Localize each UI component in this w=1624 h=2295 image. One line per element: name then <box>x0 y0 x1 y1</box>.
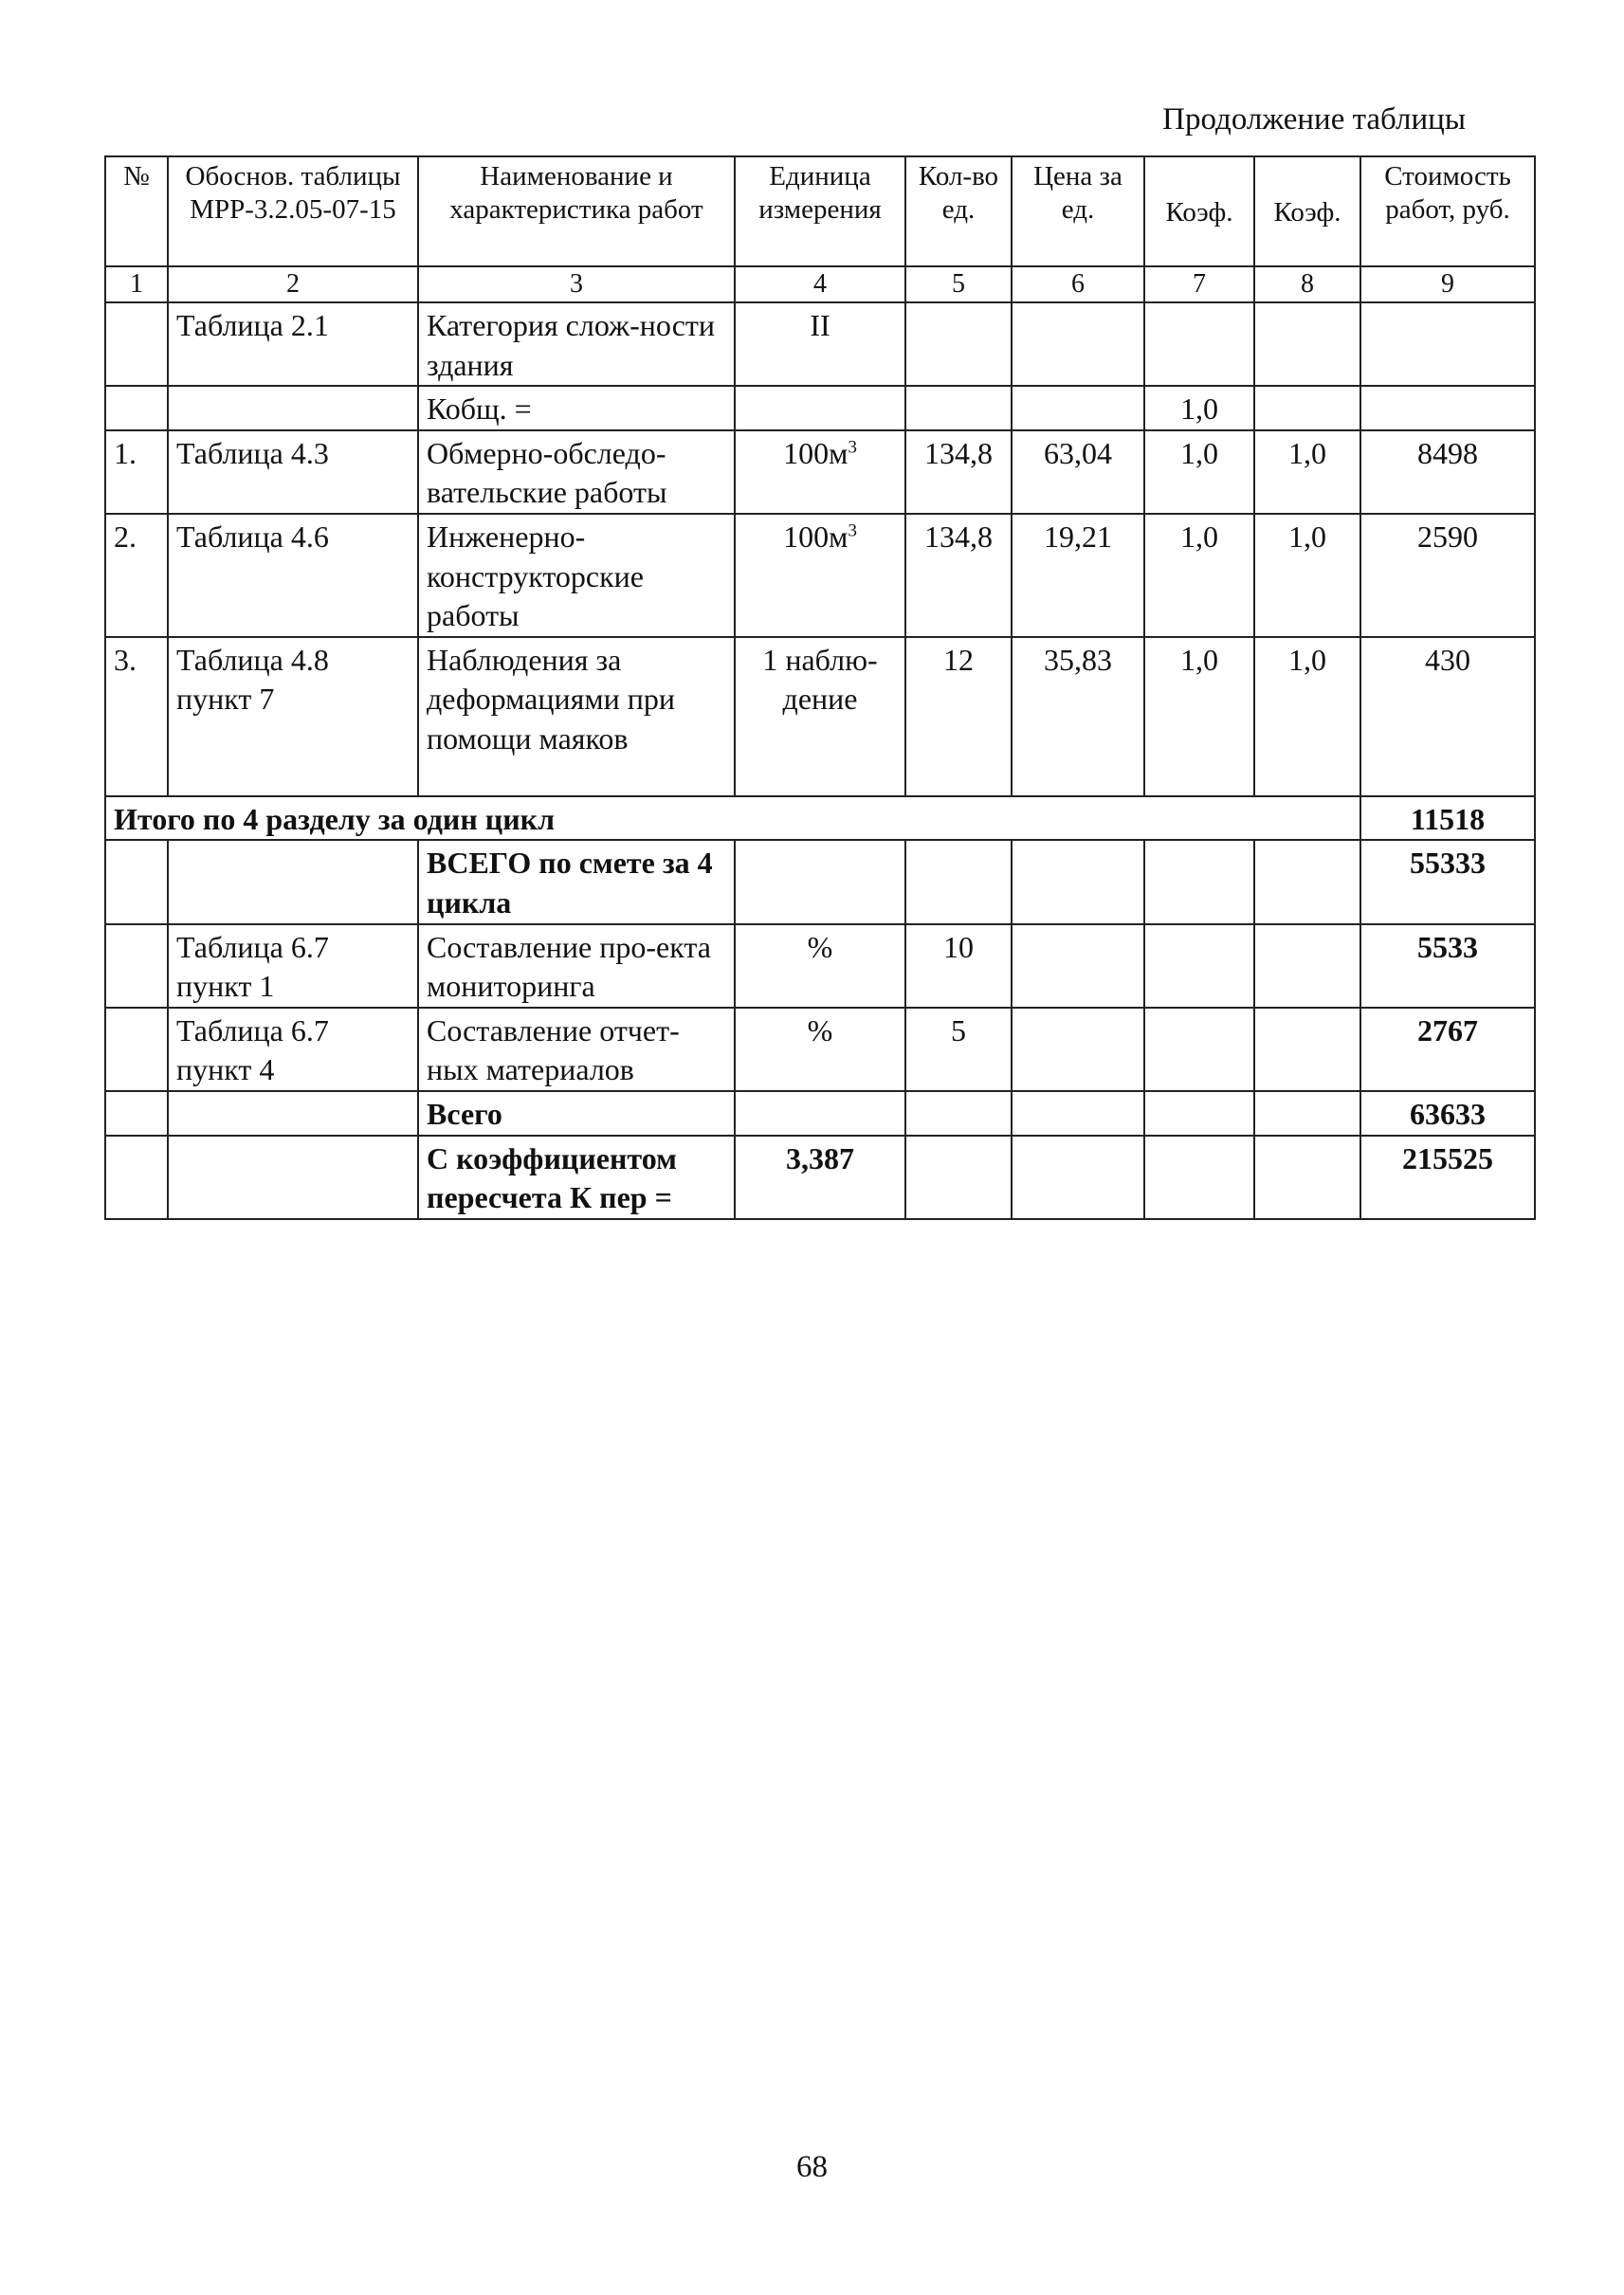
row-cost: 2767 <box>1360 1008 1535 1091</box>
row-coef-2 <box>1254 1008 1360 1091</box>
row-coef-1 <box>1144 1136 1254 1219</box>
header-basis: Обоснов. таблицы МРР-3.2.05-07-15 <box>168 156 418 266</box>
row-cost <box>1360 386 1535 430</box>
row-coef-1 <box>1144 302 1254 386</box>
row-number <box>105 386 168 430</box>
row-coef-1 <box>1144 840 1254 923</box>
row-coef-2 <box>1254 302 1360 386</box>
row-quantity <box>905 1136 1012 1219</box>
row-coef-1: 1,0 <box>1144 637 1254 796</box>
row-basis <box>168 1136 418 1219</box>
row-unit <box>735 840 905 923</box>
row-quantity: 5 <box>905 1008 1012 1091</box>
col-number: 6 <box>1012 266 1144 302</box>
row-coef-2 <box>1254 1091 1360 1136</box>
row-name: Инженерно-конструкторские работы <box>418 514 735 637</box>
row-unit <box>735 386 905 430</box>
table-header-row <box>105 156 1535 266</box>
row-quantity <box>905 386 1012 430</box>
col-number: 7 <box>1144 266 1254 302</box>
row-basis <box>168 386 418 430</box>
row-coef-2: 1,0 <box>1254 430 1360 514</box>
header-coef-1: Коэф. <box>1144 156 1254 266</box>
row-unit: % <box>735 924 905 1008</box>
row-cost: 55333 <box>1360 840 1535 923</box>
col-number: 1 <box>105 266 168 302</box>
row-coef-1: 1,0 <box>1144 514 1254 637</box>
row-quantity: 134,8 <box>905 430 1012 514</box>
total-row <box>105 840 1535 923</box>
subtotal-label: Итого по 4 разделу за один цикл <box>105 796 1360 841</box>
row-price: 63,04 <box>1012 430 1144 514</box>
total-row <box>105 1136 1535 1219</box>
page-number: 68 <box>796 2150 828 2184</box>
row-price <box>1012 840 1144 923</box>
row-number: 1. <box>105 430 168 514</box>
header-cost: Стоимость работ, руб. <box>1360 156 1535 266</box>
row-quantity <box>905 1091 1012 1136</box>
row-name: Составление про-екта мониторинга <box>418 924 735 1008</box>
row-price <box>1012 302 1144 386</box>
row-name: С коэффициентом пересчета К пер = <box>418 1136 735 1219</box>
col-number: 8 <box>1254 266 1360 302</box>
row-number <box>105 924 168 1008</box>
row-price <box>1012 924 1144 1008</box>
row-cost: 5533 <box>1360 924 1535 1008</box>
row-coef-2 <box>1254 386 1360 430</box>
table-row <box>105 386 1535 430</box>
row-number <box>105 1008 168 1091</box>
table-row <box>105 637 1535 796</box>
row-cost: 215525 <box>1360 1136 1535 1219</box>
row-basis: Таблица 2.1 <box>168 302 418 386</box>
table-row <box>105 302 1535 386</box>
row-coef-1 <box>1144 1091 1254 1136</box>
col-number: 9 <box>1360 266 1535 302</box>
row-quantity: 12 <box>905 637 1012 796</box>
row-coef-1 <box>1144 1008 1254 1091</box>
row-number <box>105 1091 168 1136</box>
column-number-row <box>105 266 1535 302</box>
row-name: Обмерно-обследо-вательские работы <box>418 430 735 514</box>
row-number <box>105 1136 168 1219</box>
unit-superscript: 3 <box>848 437 857 458</box>
unit-text: 100м <box>783 519 848 554</box>
row-price <box>1012 1008 1144 1091</box>
unit-superscript: 3 <box>848 520 857 541</box>
row-basis: Таблица 4.3 <box>168 430 418 514</box>
row-unit: % <box>735 1008 905 1091</box>
row-cost: 63633 <box>1360 1091 1535 1136</box>
col-number: 5 <box>905 266 1012 302</box>
table-row <box>105 514 1535 637</box>
unit-text: 100м <box>783 435 848 470</box>
table-continuation-caption: Продолжение таблицы <box>1162 102 1466 137</box>
row-price <box>1012 1136 1144 1219</box>
row-unit: 1 наблю-дение <box>735 637 905 796</box>
row-coef-1 <box>1144 924 1254 1008</box>
col-number: 3 <box>418 266 735 302</box>
header-quantity: Кол-во ед. <box>905 156 1012 266</box>
total-row <box>105 1008 1535 1091</box>
row-number: 2. <box>105 514 168 637</box>
row-number <box>105 302 168 386</box>
row-coef-2: 1,0 <box>1254 637 1360 796</box>
row-name: Кобщ. = <box>418 386 735 430</box>
row-name: Всего <box>418 1091 735 1136</box>
row-quantity: 10 <box>905 924 1012 1008</box>
col-number: 4 <box>735 266 905 302</box>
row-quantity <box>905 302 1012 386</box>
col-number: 2 <box>168 266 418 302</box>
cost-estimate-table <box>104 155 1536 1220</box>
row-unit <box>735 430 905 514</box>
row-name: Наблюдения за деформациями при помощи маяков <box>418 637 735 796</box>
row-cost: 8498 <box>1360 430 1535 514</box>
header-name: Наименование и характеристика работ <box>418 156 735 266</box>
row-cost: 430 <box>1360 637 1535 796</box>
row-coef-2 <box>1254 1136 1360 1219</box>
row-number <box>105 840 168 923</box>
row-coef-1: 1,0 <box>1144 430 1254 514</box>
row-price: 35,83 <box>1012 637 1144 796</box>
row-basis: Таблица 4.6 <box>168 514 418 637</box>
row-basis: Таблица 6.7 пункт 4 <box>168 1008 418 1091</box>
header-number: № <box>105 156 168 266</box>
total-row <box>105 1091 1535 1136</box>
row-price <box>1012 386 1144 430</box>
row-coef-2 <box>1254 924 1360 1008</box>
row-unit: 3,387 <box>735 1136 905 1219</box>
row-basis <box>168 840 418 923</box>
total-row <box>105 924 1535 1008</box>
row-name: ВСЕГО по смете за 4 цикла <box>418 840 735 923</box>
subtotal-row <box>105 796 1535 841</box>
row-price <box>1012 1091 1144 1136</box>
row-number: 3. <box>105 637 168 796</box>
subtotal-cost: 11518 <box>1360 796 1535 841</box>
row-name: Составление отчет-ных материалов <box>418 1008 735 1091</box>
row-cost <box>1360 302 1535 386</box>
row-price: 19,21 <box>1012 514 1144 637</box>
row-coef-2: 1,0 <box>1254 514 1360 637</box>
row-coef-1: 1,0 <box>1144 386 1254 430</box>
row-cost: 2590 <box>1360 514 1535 637</box>
row-basis: Таблица 6.7 пункт 1 <box>168 924 418 1008</box>
row-basis: Таблица 4.8 пункт 7 <box>168 637 418 796</box>
row-basis <box>168 1091 418 1136</box>
row-name: Категория слож-ности здания <box>418 302 735 386</box>
header-unit: Единица измерения <box>735 156 905 266</box>
header-price: Цена за ед. <box>1012 156 1144 266</box>
row-quantity <box>905 840 1012 923</box>
header-coef-2: Коэф. <box>1254 156 1360 266</box>
row-unit <box>735 1091 905 1136</box>
table-row <box>105 430 1535 514</box>
row-quantity: 134,8 <box>905 514 1012 637</box>
row-coef-2 <box>1254 840 1360 923</box>
row-unit: II <box>735 302 905 386</box>
row-unit <box>735 514 905 637</box>
